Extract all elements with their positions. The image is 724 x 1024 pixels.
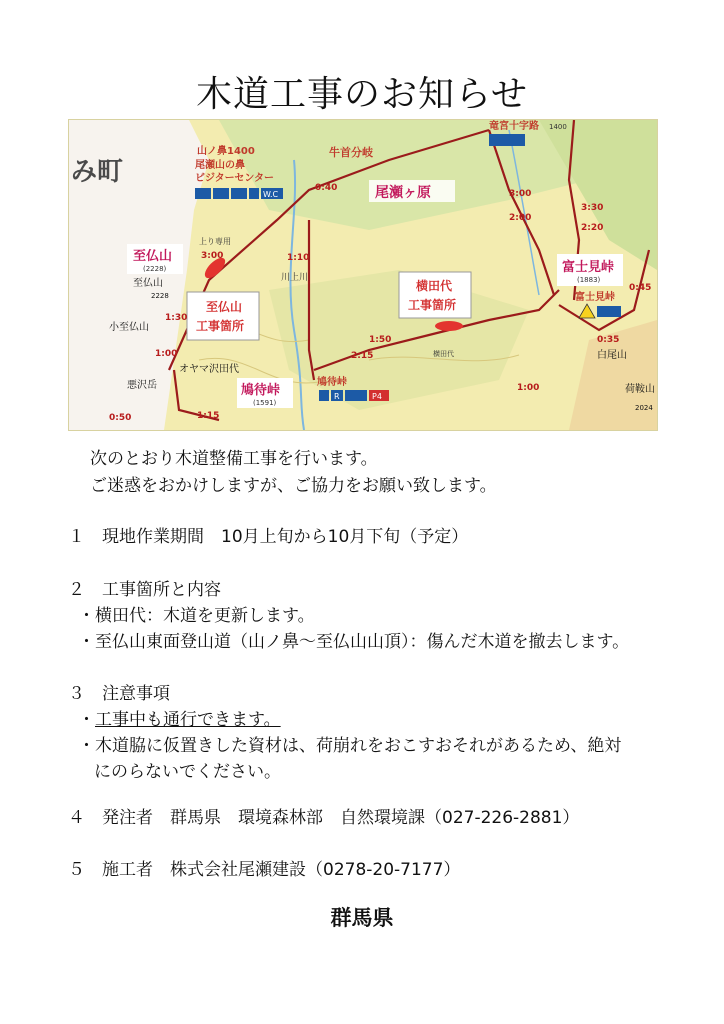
intro-line2: ご迷惑をおかけしますが、ご協力をお願い致します。: [90, 476, 497, 496]
fujimi-box-elev: (1883): [577, 276, 601, 284]
time-label: 1:15: [197, 411, 220, 421]
r-label: R: [334, 392, 340, 401]
trail-map: [68, 119, 658, 431]
niguruma-elev: 2024: [635, 404, 653, 412]
page-title: 木道工事のお知らせ: [196, 74, 528, 115]
shibutsu-peak-elev: 2228: [151, 292, 169, 300]
fujimi-box-label: 富士見峠: [562, 260, 615, 275]
item4-orderer: ４ 発注者 群馬県 環境森林部 自然環境課（027-226-2881）: [68, 808, 580, 828]
ushikubi-label: 牛首分岐: [329, 146, 373, 159]
item3-passable-text: 工事中も通行できます。: [95, 710, 281, 730]
intro-text: [90, 446, 497, 500]
ryugu-label: 竜宮十字路: [489, 121, 539, 132]
shibutsu-box-label: 至仏山: [133, 249, 173, 264]
time-label: 0:50: [109, 413, 132, 423]
ryugu-elev: 1400: [549, 123, 567, 131]
wc-label: W.C: [263, 190, 279, 199]
item2-heading: ２ 工事箇所と内容: [68, 580, 221, 600]
footer-issuer: 群馬県: [330, 906, 394, 930]
kawakami-label: 川上川: [281, 273, 309, 283]
time-label: 1:10: [287, 253, 310, 263]
time-label: 1:00: [155, 349, 178, 359]
facility-icons-vc: [195, 188, 283, 199]
visitor-center-line1: 尾瀬山の鼻: [195, 160, 245, 171]
time-label: 3:00: [201, 251, 224, 261]
p4-label: P4: [372, 392, 382, 401]
oyama-label: オヤマ沢田代: [179, 364, 239, 375]
visitor-center-line2: ビジターセンター: [195, 173, 274, 184]
fujimi-wc-icon: [597, 306, 621, 317]
time-label: 1:00: [517, 383, 540, 393]
shibutsu-peak-label: 至仏山: [133, 278, 163, 289]
time-label: 2:00: [509, 213, 532, 223]
shiraoyama-label: 白尾山: [597, 350, 627, 361]
yokotashiro-label: 横田代: [433, 350, 454, 358]
item3-heading: ３ 注意事項: [68, 684, 170, 704]
item3-materials-line2: にのらないでください。: [94, 762, 281, 782]
construction-zone-yokotashiro: [435, 321, 463, 331]
time-label: 3:30: [581, 203, 604, 213]
hatomachi-box-elev: (1591): [253, 399, 277, 407]
time-label: 2:20: [581, 223, 604, 233]
ryugu-wc-icon: [489, 134, 525, 146]
site2-line2: 工事箇所: [408, 298, 457, 312]
time-label: 2:15: [351, 351, 374, 361]
yamanohana-label: 山ノ鼻1400: [197, 146, 255, 157]
shibutsu-box-elev: (2228): [143, 265, 167, 273]
time-label: 0:40: [315, 183, 338, 193]
town-label: み町: [71, 157, 124, 187]
item2-yokotashiro: ・横田代：木道を更新します。: [78, 606, 315, 626]
time-label: 0:45: [629, 283, 652, 293]
hatomachi-pass-label: 鳩待峠: [317, 377, 347, 388]
akusawa-label: 悪沢岳: [127, 380, 157, 391]
fujimi-pass-label: 富士見峠: [575, 292, 615, 303]
time-label: 1:30: [165, 313, 188, 323]
site2-line1: 横田代: [416, 279, 453, 293]
item2-shibutsu: ・至仏山東面登山道（山ノ鼻～至仏山山頂）：傷んだ木道を撤去します。: [78, 632, 630, 652]
nobori-label: 上り専用: [199, 237, 231, 246]
time-label: 3:00: [509, 189, 532, 199]
niguruma-label: 荷鞍山: [625, 384, 655, 395]
hatomachi-box-label: 鳩待峠: [241, 383, 281, 398]
item1-period: １ 現地作業期間 10月上旬から10月下旬（予定）: [68, 527, 469, 547]
time-label: 1:50: [369, 335, 392, 345]
item5-contractor: ５ 施工者 株式会社尾瀬建設（0278-20-7177）: [68, 860, 461, 880]
kosibutsu-label: 小至仏山: [109, 322, 149, 333]
map-svg: [69, 120, 657, 430]
item3-passable: [78, 705, 281, 730]
site1-line2: 工事箇所: [196, 319, 245, 333]
ozegahara-label: 尾瀬ヶ原: [375, 185, 431, 201]
bullet: ・: [78, 710, 95, 730]
time-label: 0:35: [597, 335, 620, 345]
intro-line1: 次のとおり木道整備工事を行います。: [90, 449, 378, 469]
site1-line1: 至仏山: [206, 300, 243, 314]
item3-materials-line1: ・木道脇に仮置きした資材は、荷崩れをおこすおそれがあるため、絶対: [78, 736, 622, 756]
